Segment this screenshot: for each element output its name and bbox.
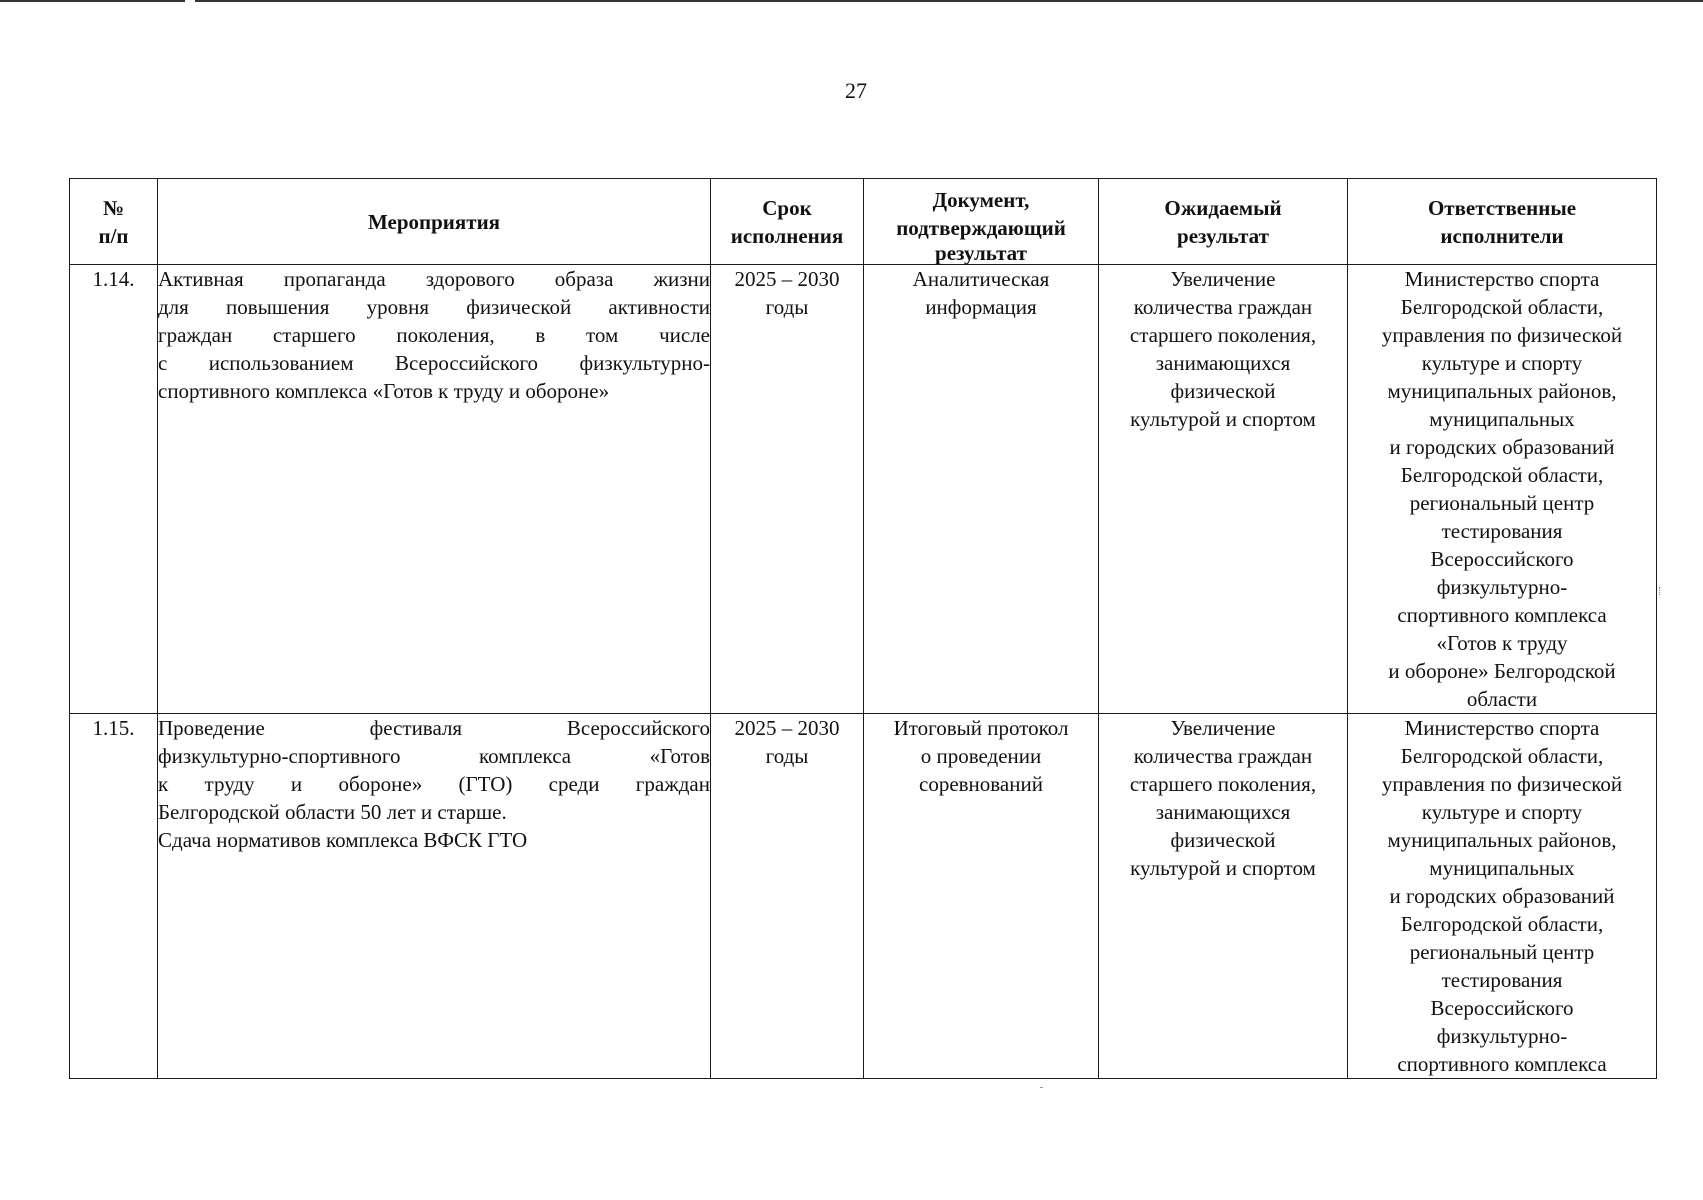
result-line: культурой и спортом xyxy=(1130,407,1316,431)
activity-line: спортивного комплекса «Готов к труду и обороне» xyxy=(158,379,610,403)
result-line: старшего поколения, xyxy=(1129,772,1317,796)
plan-table xyxy=(69,178,1657,1079)
responsible-line: Всероссийского xyxy=(1430,996,1574,1020)
activity-line: к труду и обороне» (ГТО) среди граждан xyxy=(158,772,710,796)
table-header-row xyxy=(70,179,1657,265)
responsible-line: и городских образований xyxy=(1389,435,1615,459)
result-line: Увеличение xyxy=(1170,267,1276,291)
responsible-line: области xyxy=(1466,687,1538,711)
activity-line: граждан старшего поколения, в том числе xyxy=(158,323,710,347)
header-activity-line: Мероприятия xyxy=(367,209,501,234)
responsible-line: и обороне» Белгородской xyxy=(1388,659,1616,683)
activity-line: Проведение фестиваля Всероссийского xyxy=(158,716,710,740)
row-activity xyxy=(158,265,711,714)
header-num-line: № xyxy=(102,195,125,220)
responsible-line: тестирования xyxy=(1441,519,1563,543)
responsible-line: региональный центр xyxy=(1409,491,1595,515)
responsible-line: «Готов к труду xyxy=(1436,631,1568,655)
row-responsible xyxy=(1348,265,1657,714)
header-result xyxy=(1099,179,1348,265)
header-document-line: Документ, xyxy=(932,188,1030,212)
scan-artifact xyxy=(1040,1087,1043,1088)
header-deadline xyxy=(711,179,864,265)
responsible-line: спортивного комплекса xyxy=(1397,1052,1607,1076)
document-line: Итоговый протокол xyxy=(893,716,1069,740)
result-line: количества граждан xyxy=(1133,744,1313,768)
row-deadline xyxy=(711,714,864,1079)
responsible-line: Министерство спорта xyxy=(1404,716,1600,740)
activity-line: Активная пропаганда здорового образа жизни xyxy=(158,267,710,291)
activity-line: Белгородской области 50 лет и старше. xyxy=(158,800,507,824)
header-deadline-line: исполнения xyxy=(730,223,844,248)
responsible-line: управления по физической xyxy=(1381,323,1623,347)
header-responsible xyxy=(1348,179,1657,265)
scan-edge-line xyxy=(0,0,1703,2)
responsible-line: муниципальных районов, xyxy=(1387,828,1617,852)
activity-line: физкультурно-спортивного комплекса «Готов xyxy=(158,744,710,768)
header-document-line: подтверждающий xyxy=(896,216,1066,240)
header-deadline-line: Срок xyxy=(762,195,812,220)
header-activity xyxy=(158,179,711,265)
activity-line: для повышения уровня физической активности xyxy=(158,295,710,319)
row-responsible xyxy=(1348,714,1657,1079)
header-result-line: Ожидаемый xyxy=(1164,195,1282,220)
result-line: физической xyxy=(1170,828,1276,852)
responsible-line: Белгородской области, xyxy=(1400,912,1604,936)
header-num xyxy=(70,179,158,265)
result-line: занимающихся xyxy=(1155,800,1291,824)
responsible-line: Всероссийского xyxy=(1430,547,1574,571)
result-line: старшего поколения, xyxy=(1129,323,1317,347)
row-result xyxy=(1099,714,1348,1079)
scan-artifact xyxy=(1659,587,1664,595)
deadline-line: годы xyxy=(765,295,809,319)
document-line: Аналитическая xyxy=(912,267,1050,291)
table-row xyxy=(70,714,1657,1079)
result-line: культурой и спортом xyxy=(1130,856,1316,880)
deadline-line: годы xyxy=(765,744,809,768)
header-responsible-line: Ответственные xyxy=(1427,195,1577,220)
document-line: информация xyxy=(925,295,1037,319)
activity-line: с использованием Всероссийского физкультурно- xyxy=(158,351,710,375)
responsible-line: управления по физической xyxy=(1381,772,1623,796)
result-line: занимающихся xyxy=(1155,351,1291,375)
document-line: соревнований xyxy=(919,772,1043,796)
scan-edge-gap xyxy=(185,0,195,2)
result-line: количества граждан xyxy=(1133,295,1313,319)
header-responsible-line: исполнители xyxy=(1440,223,1564,248)
responsible-line: муниципальных районов, xyxy=(1387,379,1617,403)
header-num-line: п/п xyxy=(98,223,129,248)
table-row xyxy=(70,265,1657,714)
responsible-line: и городских образований xyxy=(1389,884,1615,908)
responsible-line: тестирования xyxy=(1441,968,1563,992)
responsible-line: муниципальных xyxy=(1429,856,1575,880)
responsible-line: культуре и спорту xyxy=(1421,351,1583,375)
responsible-line: культуре и спорту xyxy=(1421,800,1583,824)
responsible-line: спортивного комплекса xyxy=(1397,603,1607,627)
responsible-line: физкультурно- xyxy=(1436,1024,1568,1048)
activity-line: Сдача нормативов комплекса ВФСК ГТО xyxy=(158,828,528,852)
responsible-line: Белгородской области, xyxy=(1400,744,1604,768)
responsible-line: физкультурно- xyxy=(1436,575,1568,599)
row-deadline xyxy=(711,265,864,714)
document-line: о проведении xyxy=(920,744,1042,768)
responsible-line: Белгородской области, xyxy=(1400,295,1604,319)
row-result xyxy=(1099,265,1348,714)
result-line: физической xyxy=(1170,379,1276,403)
deadline-line: 2025 – 2030 xyxy=(734,716,840,740)
row-document xyxy=(864,714,1099,1079)
responsible-line: муниципальных xyxy=(1429,407,1575,431)
responsible-line: региональный центр xyxy=(1409,940,1595,964)
row-document xyxy=(864,265,1099,714)
row-activity xyxy=(158,714,711,1079)
responsible-line: Белгородской области, xyxy=(1400,463,1604,487)
header-document-line: результат xyxy=(935,241,1027,265)
header-document xyxy=(864,179,1099,265)
page-number: 27 xyxy=(845,78,867,103)
responsible-line: Министерство спорта xyxy=(1404,267,1600,291)
result-line: Увеличение xyxy=(1170,716,1276,740)
row-number: 1.15. xyxy=(70,714,158,1079)
header-result-line: результат xyxy=(1177,223,1269,248)
deadline-line: 2025 – 2030 xyxy=(734,267,840,291)
row-number: 1.14. xyxy=(70,265,158,714)
